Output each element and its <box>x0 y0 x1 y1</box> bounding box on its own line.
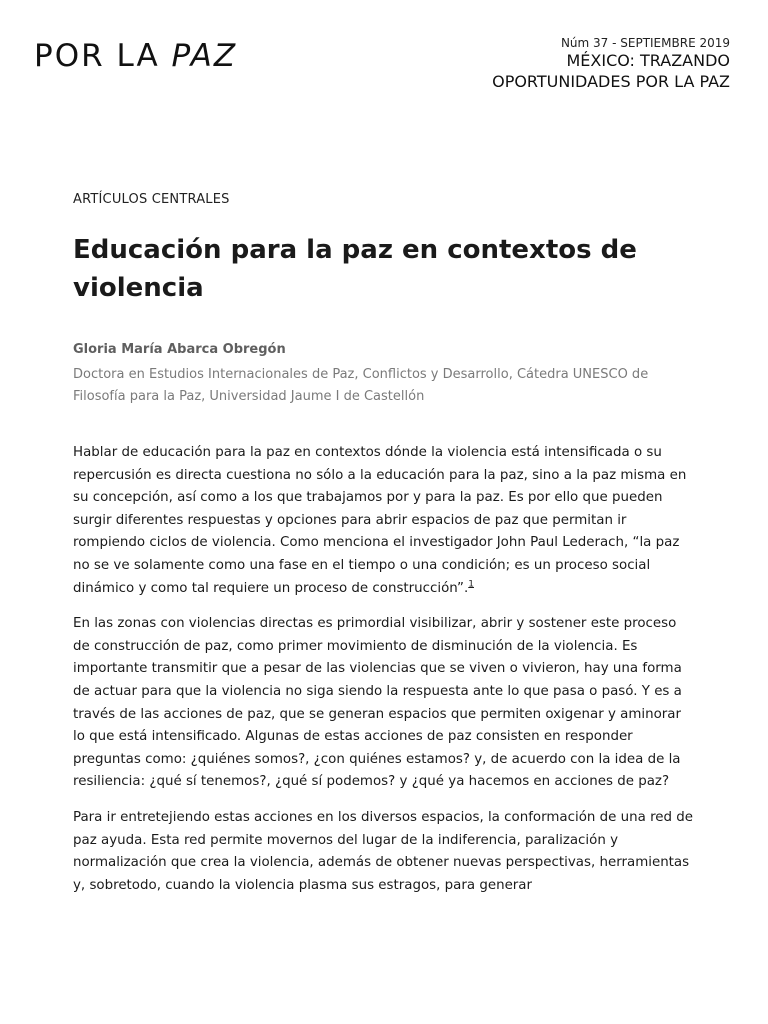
issue-theme[interactable]: MÉXICO: TRAZANDO OPORTUNIDADES POR LA PAZ <box>492 51 730 91</box>
paragraph: Para ir entretejiendo estas acciones en los diversos espacios, la conformación de una red de paz ayuda. Esta red permite movernos del lugar de la indiferencia, paralización y normalización que crea la violencia, además de obtener nuevas perspectivas, herramientas y, sobretodo, cuando la violencia plasma sus estragos, para generar <box>73 809 694 893</box>
publication-logo[interactable] <box>34 38 237 74</box>
section-label[interactable]: ARTÍCULOS CENTRALES <box>73 192 230 207</box>
author-affiliation: Doctora en Estudios Internacionales de Paz, Conflictos y Desarrollo, Cátedra UNESCO de Filosofía para la Paz, Universidad Jaume I de Castellón <box>73 367 649 404</box>
logo-text-italic: PAZ <box>171 38 238 74</box>
paragraph <box>73 442 696 600</box>
issue-info <box>430 36 730 92</box>
footnote-link[interactable]: 1 <box>468 579 474 590</box>
paragraph-text: Hablar de educación para la paz en contextos dónde la violencia está intensificada o su repercusión es directa cuestiona no sólo a la educación para la paz, sino a la paz misma en su concepción, así como a los que trabajamos por y para la paz. Es por ello que pueden surgir diferentes respuestas y opciones para abrir espacios de paz que permitan ir rompiendo ciclos de violencia. Como menciona el investigador John Paul Lederach, “la paz no se ve solamente como una fase en el tiempo o una condición; es un proceso social dinámico y como tal requiere un proceso de construcción”. <box>73 445 687 596</box>
paragraph: En las zonas con violencias directas es primordial visibilizar, abrir y sostener este proceso de construcción de paz, como primer movimiento de disminución de la violencia. Es importante transmitir que a pesar de las violencias que se viven o vivieron, hay una forma de actuar para que la violencia no siga siendo la respuesta ante lo que pasa o pasó. Y es a través de las acciones de paz, que se generan espacios que permiten oxigenar y aminorar lo que está intensificado. Algunas de estas acciones de paz consisten en responder preguntas como: ¿quiénes somos?, ¿con quiénes estamos? y, de acuerdo con la idea de la resiliencia: ¿qué sí tenemos?, ¿qué sí podemos? y ¿qué ya hacemos en acciones de paz? <box>73 616 682 790</box>
article-title: Educación para la paz en contextos de violencia <box>73 235 637 303</box>
article-body <box>73 442 696 910</box>
article-author: Gloria María Abarca Obregón <box>73 342 286 357</box>
logo-text-regular: POR LA <box>34 38 172 74</box>
issue-number: Núm 37 - SEPTIEMBRE 2019 <box>560 36 730 50</box>
